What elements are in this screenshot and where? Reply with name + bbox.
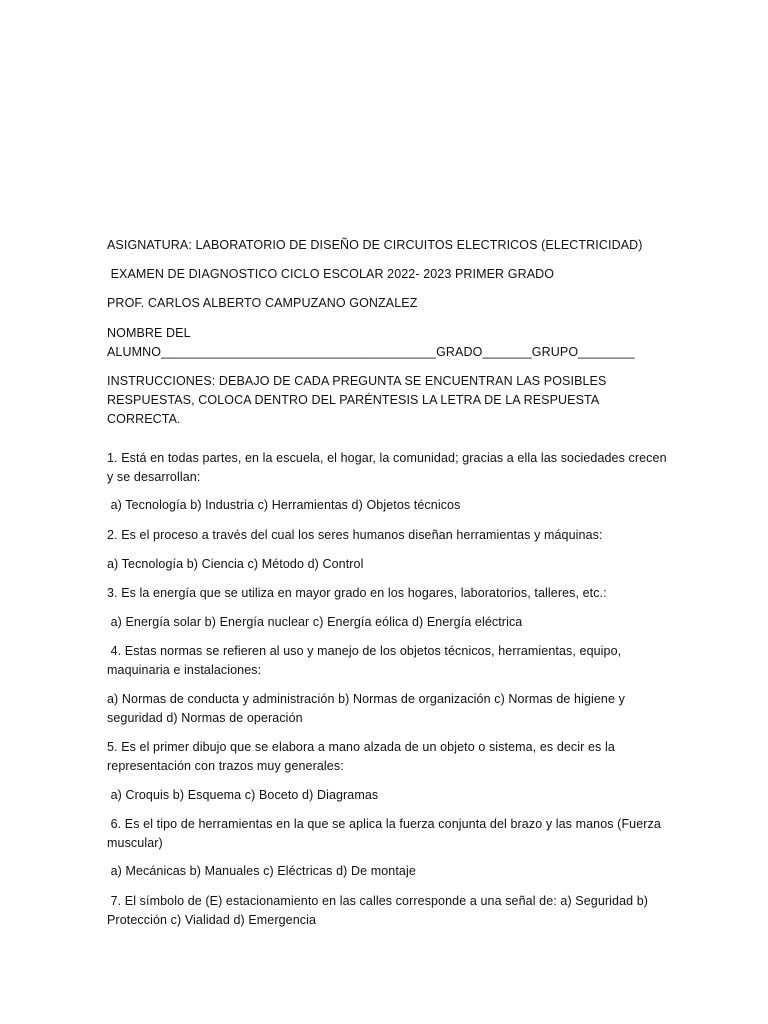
subject-heading: ASIGNATURA: LABORATORIO DE DISEÑO DE CIRCUITOS ELECTRICOS (ELECTRICIDAD) (107, 238, 643, 252)
question-1: 1. Está en todas partes, en la escuela, el hogar, la comunidad; gracias a ella las sociedades crecen y se desarrollan: (107, 451, 671, 484)
question-5: 5. Es el primer dibujo que se elabora a mano alzada de un objeto o sistema, es decir es la representación con trazos muy generales: (107, 740, 619, 773)
question-3: 3. Es la energía que se utiliza en mayor grado en los hogares, laboratorios, talleres, etc.: (107, 586, 607, 600)
student-name-label: NOMBRE DEL (107, 326, 191, 340)
instructions: INSTRUCCIONES: DEBAJO DE CADA PREGUNTA SE ENCUENTRAN LAS POSIBLES RESPUESTAS, COLOCA DENTRO DEL PARÉNTESIS LA LETRA DE LA RESPUESTA CORRECTA. (107, 374, 611, 426)
options-2: a) Tecnología b) Ciencia c) Método d) Control (107, 557, 364, 571)
options-3: a) Energía solar b) Energía nuclear c) Energía eólica d) Energía eléctrica (107, 615, 523, 629)
question-2: 2. Es el proceso a través del cual los seres humanos diseñan herramientas y máquinas: (107, 528, 603, 542)
question-4: 4. Estas normas se refieren al uso y manejo de los objetos técnicos, herramientas, equipo, maquinaria e instalaciones: (107, 644, 625, 677)
question-7: 7. El símbolo de (E) estacionamiento en las calles corresponde a una señal de: a) Seguridad b) Protección c) Vialidad d) Emergencia (107, 894, 652, 927)
options-4: a) Normas de conducta y administración b) Normas de organización c) Normas de higiene y seguridad d) Normas de operación (107, 692, 629, 725)
teacher-name: PROF. CARLOS ALBERTO CAMPUZANO GONZALEZ (107, 296, 418, 310)
options-1: a) Tecnología b) Industria c) Herramientas d) Objetos técnicos (107, 498, 461, 512)
question-6: 6. Es el tipo de herramientas en la que se aplica la fuerza conjunta del brazo y las manos (Fuerza muscular) (107, 817, 665, 850)
options-6: a) Mecánicas b) Manuales c) Eléctricas d) De montaje (107, 864, 416, 878)
exam-title: EXAMEN DE DIAGNOSTICO CICLO ESCOLAR 2022- 2023 PRIMER GRADO (107, 267, 555, 281)
student-name-line: ALUMNO_______________________________________GRADO_______GRUPO________ (107, 345, 635, 359)
options-5: a) Croquis b) Esquema c) Boceto d) Diagramas (107, 788, 379, 802)
